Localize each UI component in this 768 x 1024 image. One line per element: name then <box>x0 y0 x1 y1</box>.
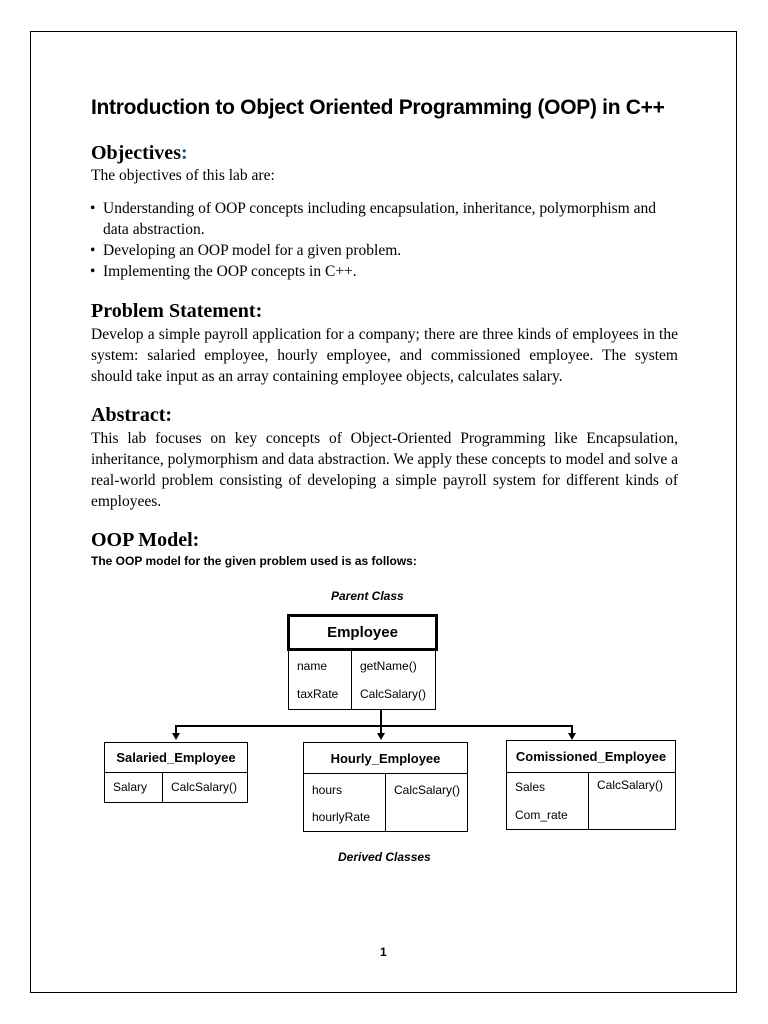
comissioned-attr-sales: Sales <box>515 780 546 794</box>
hourly-methods <box>385 773 468 832</box>
objective-item: • Understanding of OOP concepts including encapsulation, inheritance, polymorphism and data abstraction. <box>90 198 670 240</box>
objective-item: • Implementing the OOP concepts in C++. <box>90 261 670 282</box>
objectives-heading <box>91 142 188 165</box>
parent-connector <box>380 710 382 726</box>
comissioned-method-calcsalary: CalcSalary() <box>597 778 664 792</box>
parent-class-caption: Parent Class <box>331 589 404 603</box>
employee-methods <box>351 650 436 710</box>
salaried-attributes <box>104 772 163 803</box>
hourly-employee-class-title: Hourly_Employee <box>303 742 468 774</box>
employee-attributes <box>288 650 352 710</box>
objectives-heading-text: Objectives <box>91 142 181 164</box>
document-title: Introduction to Object Oriented Programming (OOP) in C++ <box>91 96 665 119</box>
model-heading: OOP Model: <box>91 529 200 551</box>
salaried-methods <box>162 772 248 803</box>
employee-method-calcsalary: CalcSalary() <box>360 687 427 701</box>
employee-method-getname: getName() <box>360 659 417 673</box>
objectives-list <box>90 198 670 282</box>
derived-classes-caption: Derived Classes <box>338 850 431 864</box>
objectives-heading-colon: : <box>180 142 188 164</box>
comissioned-employee-class-title: Comissioned_Employee <box>506 740 676 773</box>
hourly-attributes <box>303 773 386 832</box>
comissioned-attributes <box>506 772 589 830</box>
objectives-intro: The objectives of this lab are: <box>91 167 275 184</box>
comissioned-methods <box>588 772 676 830</box>
problem-heading: Problem Statement: <box>91 300 263 322</box>
hourly-attr-hours: hours <box>312 783 343 797</box>
model-intro: The OOP model for the given problem used is as follows: <box>91 554 417 568</box>
objective-item: • Developing an OOP model for a given problem. <box>90 240 670 261</box>
employee-attr-name: name <box>297 659 328 673</box>
salaried-attr-salary: Salary <box>113 780 148 794</box>
arrow-hourly-icon <box>377 733 385 740</box>
abstract-heading: Abstract: <box>91 404 173 426</box>
horizontal-connector <box>175 725 573 727</box>
salaried-method-calcsalary: CalcSalary() <box>171 780 238 794</box>
problem-text: Develop a simple payroll application for a company; there are three kinds of employees in the system: salaried employee, hourly employee, and commissioned employee. The system should take input as an array containing employee objects, calculates salary. <box>91 326 678 385</box>
page-number: 1 <box>380 945 387 959</box>
salaried-employee-class-title: Salaried_Employee <box>104 742 248 773</box>
arrow-comissioned-icon <box>568 733 576 740</box>
employee-class-title: Employee <box>287 614 438 651</box>
comissioned-attr-comrate: Com_rate <box>515 808 568 822</box>
hourly-method-calcsalary: CalcSalary() <box>394 783 461 797</box>
abstract-text: This lab focuses on key concepts of Object-Oriented Programming like Encapsulation, inheritance, polymorphism and data abstraction. We apply these concepts to model and solve a real-world problem consisting of developing a simple payroll system for different kinds of employees. <box>91 430 678 510</box>
hourly-attr-hourlyrate: hourlyRate <box>312 810 371 824</box>
arrow-salaried-icon <box>172 733 180 740</box>
employee-attr-taxrate: taxRate <box>297 687 339 701</box>
